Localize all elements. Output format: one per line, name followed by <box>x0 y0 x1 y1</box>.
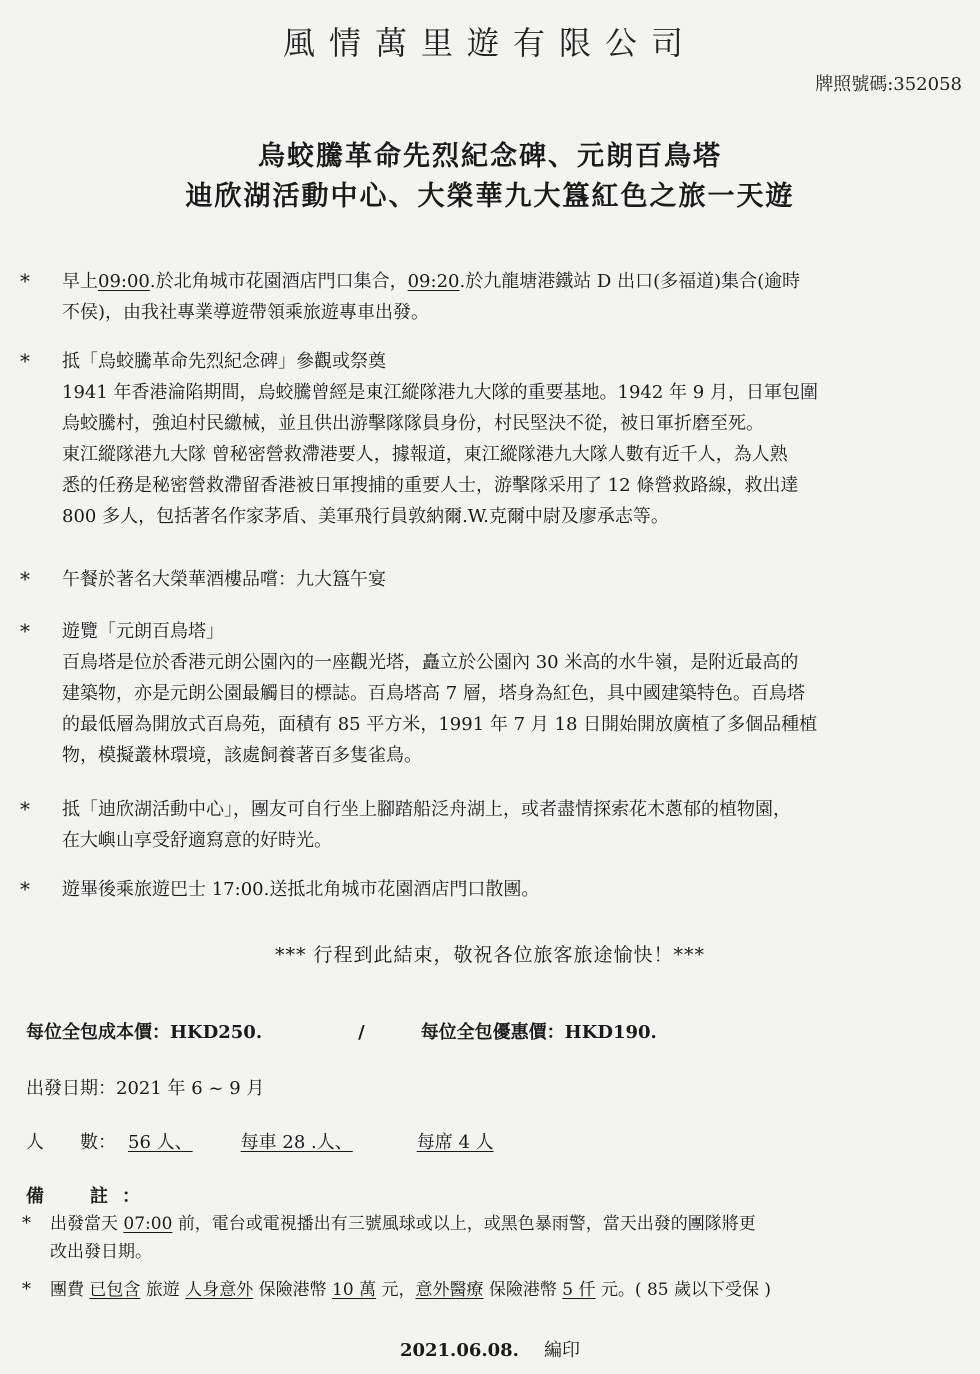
license-number: 牌照號碼:352058 <box>815 74 962 95</box>
bird-tower-heading: 遊覽「元朗百鳥塔」 <box>62 621 224 642</box>
bullet-star: * <box>20 567 30 591</box>
print-label: 編印 <box>544 1340 581 1361</box>
memorial-line: 烏蛟騰村，強迫村民繳械，並且供出游擊隊隊員身份，村民堅決不從，被日軍折磨至死。 <box>62 413 764 434</box>
lake-line: 在大嶼山享受舒適寫意的好時光。 <box>62 830 332 851</box>
memorial-line: 1941 年香港淪陷期間，烏蛟騰曾經是東江縱隊港九大隊的重要基地。1942 年 9 月，日軍包圍 <box>62 382 818 403</box>
offer-price: 每位全包優惠價：HKD190. <box>420 1022 657 1043</box>
remark-weather: * 出發當天 07:00 前，電台或電視播出有三號風球或以上，或黑色暴雨警，當天出發的團隊將更 改出發日期。 <box>22 1210 962 1266</box>
headcount-label: 人 數： <box>26 1132 116 1153</box>
bird-tower-line: 的最低層為開放式百鳥苑，面積有 85 平方米，1991 年 7 月 18 日開始開放廣植了多個品種植 <box>62 714 818 735</box>
pricing-row <box>26 1018 657 1044</box>
bird-tower-line: 百鳥塔是位於香港元朗公園內的一座觀光塔，矗立於公園內 30 米高的水牛嶺，是附近最高的 <box>62 652 799 673</box>
print-date: 2021.06.08. <box>399 1340 519 1361</box>
memorial-line: 800 多人，包括著名作家茅盾、美軍飛行員敦納爾.W.克爾中尉及廖承志等。 <box>62 506 669 527</box>
memorial-line: 東江縱隊港九大隊 曾秘密營救滯港要人，據報道，東江縱隊港九大隊人數有近千人，為人熟 <box>62 444 788 465</box>
assembly-time-2: 09:20 <box>407 271 460 292</box>
remark-time: 07:00 <box>123 1214 173 1234</box>
cost-price: 每位全包成本價：HKD250. <box>26 1022 263 1043</box>
company-name: 風情萬里遊有限公司 <box>282 24 697 62</box>
bird-tower-line: 物，模擬叢林環境，該處飼養著百多隻雀鳥。 <box>62 745 422 766</box>
itinerary-item-lake <box>20 794 960 856</box>
itinerary-item-assembly <box>20 266 960 328</box>
bullet-star: * <box>20 619 30 643</box>
tour-title-line-2: 迪欣湖活動中心、大榮華九大簋紅色之旅一天遊 <box>185 181 795 212</box>
memorial-heading: 抵「烏蛟騰革命先烈紀念碑」參觀或祭奠 <box>62 351 386 372</box>
bullet-star: * <box>22 1279 31 1300</box>
itinerary-item-bird-tower <box>20 616 960 771</box>
closing-message: *** 行程到此結束，敬祝各位旅客旅途愉快！*** <box>274 944 706 966</box>
assembly-line-2: 不侯)，由我社專業導遊帶領乘旅遊專車出發。 <box>62 302 430 323</box>
itinerary-item-return <box>20 874 960 905</box>
bullet-star: * <box>20 349 30 373</box>
headcount-row <box>26 1128 494 1154</box>
lunch-text: 午餐於著名大榮華酒樓品嚐：九大簋午宴 <box>62 569 386 590</box>
tour-title-line-1: 烏蛟騰革命先烈紀念碑、元朗百鳥塔 <box>258 141 722 172</box>
memorial-line: 悉的任務是秘密營救滯留香港被日軍搜捕的重要人士，游擊隊采用了 12 條營救路線，救出達 <box>62 475 799 496</box>
departure-date: 出發日期：2021 年 6 ~ 9 月 <box>26 1078 265 1099</box>
itinerary-item-lunch <box>20 564 960 595</box>
headcount-total: 56 人、 <box>128 1132 193 1153</box>
bullet-star: * <box>20 269 30 293</box>
remark-insurance: * 團費 已包含 旅遊 人身意外 保險港幣 10 萬 元，意外醫療 保險港幣 5 仟 元。( 85 歲以下受保 ) <box>22 1276 962 1304</box>
price-separator: / <box>358 1022 365 1043</box>
itinerary-item-memorial <box>20 346 960 532</box>
bullet-star: * <box>20 877 30 901</box>
headcount-per-bus: 每車 28 .人、 <box>240 1132 353 1153</box>
assembly-line-1: 早上09:00.於北角城市花園酒店門口集合，09:20.於九龍塘港鐵站 D 出口(多福道)集合(逾時 <box>62 271 801 292</box>
footer-print-info <box>0 1336 980 1362</box>
headcount-per-table: 每席 4 人 <box>416 1132 494 1153</box>
bird-tower-line: 建築物，亦是元朗公園最觸目的標誌。百鳥塔高 7 層，塔身為紅色，具中國建築特色。百鳥塔 <box>62 683 805 704</box>
lake-line: 抵「迪欣湖活動中心」，團友可自行坐上腳踏船泛舟湖上，或者盡情探索花木蔥郁的植物園， <box>62 799 791 820</box>
bullet-star: * <box>22 1213 31 1234</box>
assembly-time-1: 09:00 <box>98 271 150 292</box>
return-text: 遊畢後乘旅遊巴士 17:00.送抵北角城市花園酒店門口散團。 <box>62 879 540 900</box>
bullet-star: * <box>20 797 30 821</box>
remarks-heading: 備 註： <box>26 1186 154 1207</box>
